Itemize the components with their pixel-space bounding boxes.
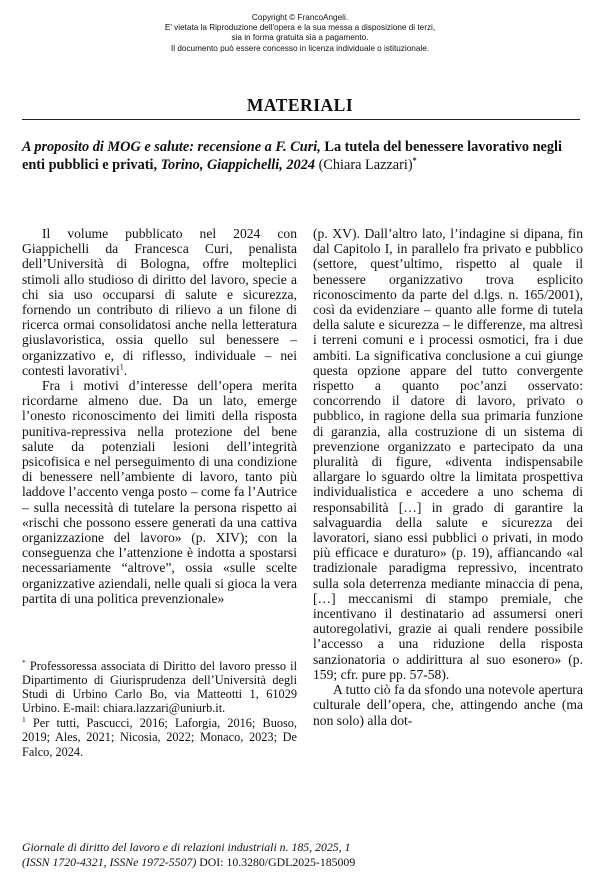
paragraph-end: .: [123, 362, 128, 378]
copyright-notice: [0, 13, 600, 54]
review-author: (Chiara Lazzari): [315, 157, 413, 174]
footnote-text: Per tutti, Pascucci, 2016; Laforgia, 2016; Buoso, 2019; Ales, 2021; Nicosia, 2022; Monaco, 2023; De Falco, 2024.: [22, 716, 297, 759]
copyright-line: sia in forma gratuita sia a pagamento.: [231, 33, 369, 43]
body-paragraph: (p. XV). Dall’altro lato, l’indagine si dipana, fin dal Capitolo I, in parallelo fra privato e pubblico (settore, quest’ultimo, rispetto al quale il benessere organizzativo trova esplicito riconoscimento da parte del d.lgs. n. 165/2001), così da evidenziare – quanto alle forme di tutela della salute e sicurezza – le differenze, ma altresì i terreni comuni e i processi osmotici, fra i due ambiti. La significativa conclusione a cui giunge questa opzione appare del tutto convergente rispetto a quanto poc’anzi osservato: concorrendo il datore di lavoro, privato o pubblico, in ragione della sua primaria funzione di garanzia, alla costruzione di un sistema di prevenzione organizzato e partecipato da una pluralità di figure, «diventa indispensabile allargare lo sguardo oltre la limitata prospettiva individualistica e accedere a uno schema di responsabilità […] in grado di garantire la salvaguardia della salute e sicurezza dei lavoratori, siano essi pubblici o privati, in modo più efficace e duraturo» (p. 19), affiancando «al tradizionale paradigma repressivo, incentrato sulla sola deterrenza mediante minaccia di pena, […] meccanismi di stampo premiale, che incentivano il destinatario ad assumersi oneri autoregolativi, grazie ai quali rendere possibile l’accesso a una riduzione della risposta sanzionatoria o addirittura al suo esonero» (p. 159; cfr. pure pp. 57-58).: [313, 226, 583, 682]
body-paragraph: A tutto ciò fa da sfondo una notevole apertura culturale dell’opera, che, attingendo anche (ma non solo) alla dot-: [313, 682, 583, 728]
body-column-right: [313, 226, 583, 728]
paragraph-text: Il volume pubblicato nel 2024 con Giappichelli da Francesca Curi, penalista dell’Università di Bologna, offre molteplici stimoli allo studioso di diritto del lavoro, specie a chi sia uso occuparsi di salute e sicurezza, fornendo un contributo di rilievo a un filone di ricerca ormai consolidatosi anche nella letteratura giuslavoristica, ossia quello sul benessere – organizzativo e, di riflesso, individuale – nei contesti lavorativi: [22, 226, 297, 378]
footnote-mark: 1: [22, 715, 26, 725]
body-column-left: [22, 226, 297, 606]
section-title: MATERIALI: [246, 95, 354, 115]
footnote-author: [22, 659, 297, 715]
footnote-mark: *: [22, 657, 26, 667]
footnotes: [22, 659, 297, 759]
footnote-text: Professoressa associata di Diritto del lavoro presso il Dipartimento di Giurisprudenza dell’Università degli Studi di Urbino Carlo Bo, via Matteotti 1, 61029 Urbino. E-mail: chiara.lazzari@uniurb.it.: [22, 659, 297, 716]
section-divider: [22, 119, 580, 120]
copyright-line: Il documento può essere concesso in licenza individuale o istituzionale.: [170, 43, 430, 53]
journal-title: Giornale di diritto del lavoro e di relazioni industriali n. 185, 2025, 1: [22, 840, 351, 854]
footnote-ref: 1: [119, 362, 124, 372]
copyright-line: E' vietata la Riproduzione dell'opera e la sua messa a disposizione di terzi,: [164, 23, 436, 33]
body-paragraph: [22, 226, 297, 378]
copyright-line: Copyright © FrancoAngeli.: [251, 13, 349, 22]
review-title: [22, 138, 580, 174]
author-footnote-mark: *: [412, 156, 417, 166]
journal-doi: DOI: 10.3280/GDL2025-185009: [196, 855, 356, 869]
review-publisher: Torino, Giappichelli, 2024: [157, 157, 315, 174]
review-title-italic: A proposito di MOG e salute: recensione a F. Curi,: [22, 139, 321, 155]
journal-identifiers: [22, 855, 582, 870]
journal-issn: (ISSN 1720-4321, ISSNe 1972-5507): [22, 855, 197, 869]
body-paragraph: Fra i motivi d’interesse dell’opera merita ricordarne almeno due. Da un lato, emerge l’onesto riconoscimento dei limiti della risposta punitiva-repressiva nella protezione del bene salute da potenziali lesioni dell’integrità psicofisica e nel perseguimento di una condizione di benessere nell’ambiente di lavoro, tanto più laddove l’accento venga posto – come fa l’Autrice – sulla necessità di tutelare la persona rispetto ai «rischi che possono essere generati da una cattiva organizzazione del lavoro» (p. XIV); con la conseguenza che l’attenzione è indotta a spostarsi necessariamente “altrove”, ossia «sulle scelte organizzative aziendali, nelle quali si gioca la vera partita di una politica prevenzionale»: [22, 378, 297, 606]
footnote-1: [22, 716, 297, 758]
review-book-title: La tutela del benessere lavorativo negli enti pubblici e privati,: [22, 139, 562, 174]
journal-info: [22, 840, 582, 870]
